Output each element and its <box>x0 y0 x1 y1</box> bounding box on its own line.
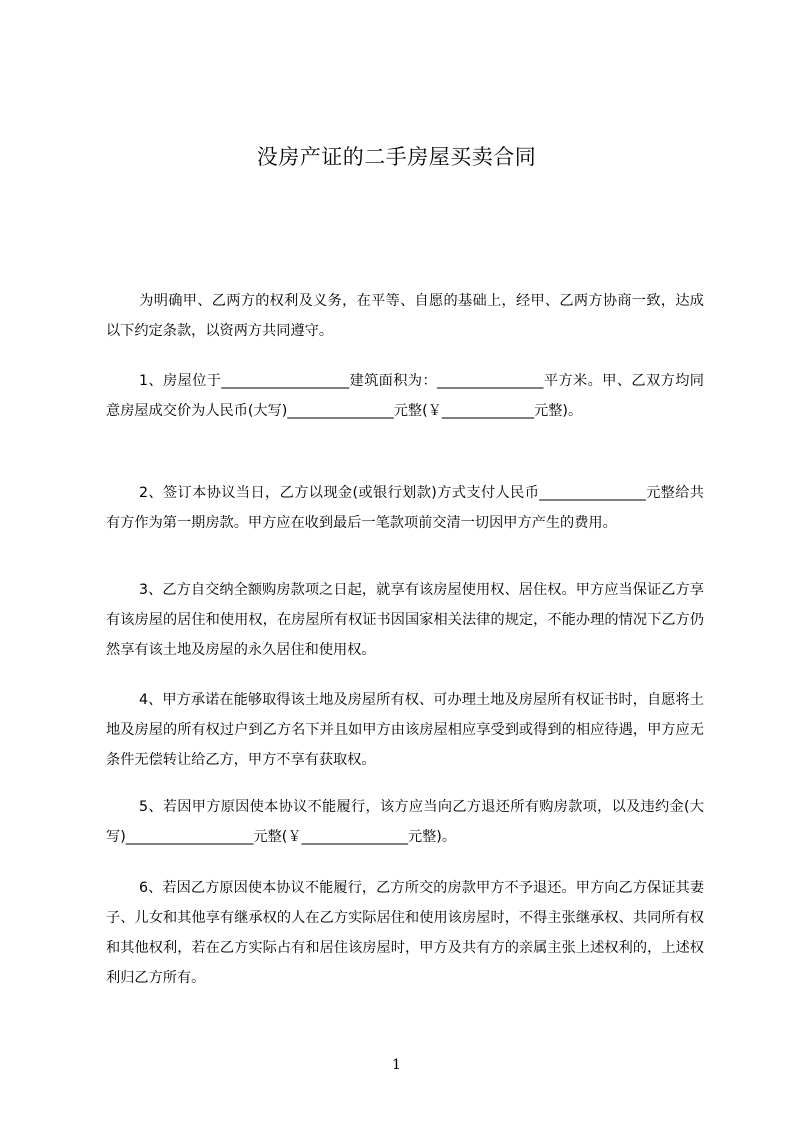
paragraph-text: 6、若因乙方原因使本协议不能履行，乙方所交的房款甲方不予退还。甲方向乙方保证其妻子、儿女和其他享有继承权的人在乙方实际居住和使用该房屋时，不得主张继承权、共同所有权和其他权利，若在乙方实际占有和居住该房屋时，甲方及共有方的亲属主张上述权利的，上述权利归乙方所有。 <box>106 880 704 986</box>
paragraph-clause-2 <box>106 478 704 538</box>
paragraph-text: 5、若因甲方原因使本协议不能履行，该方应当向乙方退还所有购房款项，以及违约金(大写)__________________元整(￥_______________元整)。 <box>106 799 704 845</box>
paragraph-text: 1、房屋位于__________________建筑面积为：_______________平方米。甲、乙双方均同意房屋成交价为人民币(大写)_______________元整(￥_____________元整)。 <box>106 373 704 419</box>
paragraph-clause-1 <box>106 366 704 426</box>
paragraph-text: 4、甲方承诺在能够取得该土地及房屋所有权、可办理土地及房屋所有权证书时，自愿将土地及房屋的所有权过户到乙方名下并且如甲方由该房屋相应享受到或得到的相应待遇，甲方应无条件无偿转让给乙方，甲方不享有获取权。 <box>106 692 704 768</box>
paragraph-clause-6 <box>106 873 704 993</box>
paragraph-text: 3、乙方自交纳全额购房款项之日起，就享有该房屋使用权、居住权。甲方应当保证乙方享有该房屋的居住和使用权，在房屋所有权证书因国家相关法律的规定，不能办理的情况下乙方仍然享有该土地及房屋的永久居住和使用权。 <box>106 582 704 658</box>
paragraph-clause-5 <box>106 792 704 852</box>
paragraph-text: 为明确甲、乙两方的权利及义务，在平等、自愿的基础上，经甲、乙两方协商一致，达成以下约定条款，以资两方共同遵守。 <box>106 293 704 339</box>
document-title: 没房产证的二手房屋买卖合同 <box>256 145 537 169</box>
page-number: 1 <box>392 1057 401 1073</box>
paragraph-preamble <box>106 286 704 346</box>
paragraph-text: 2、签订本协议当日，乙方以现金(或银行划款)方式支付人民币_______________元整给共有方作为第一期房款。甲方应在收到最后一笔款项前交清一切因甲方产生的费用。 <box>106 485 704 531</box>
paragraph-clause-3 <box>106 575 704 665</box>
paragraph-clause-4 <box>106 685 704 775</box>
